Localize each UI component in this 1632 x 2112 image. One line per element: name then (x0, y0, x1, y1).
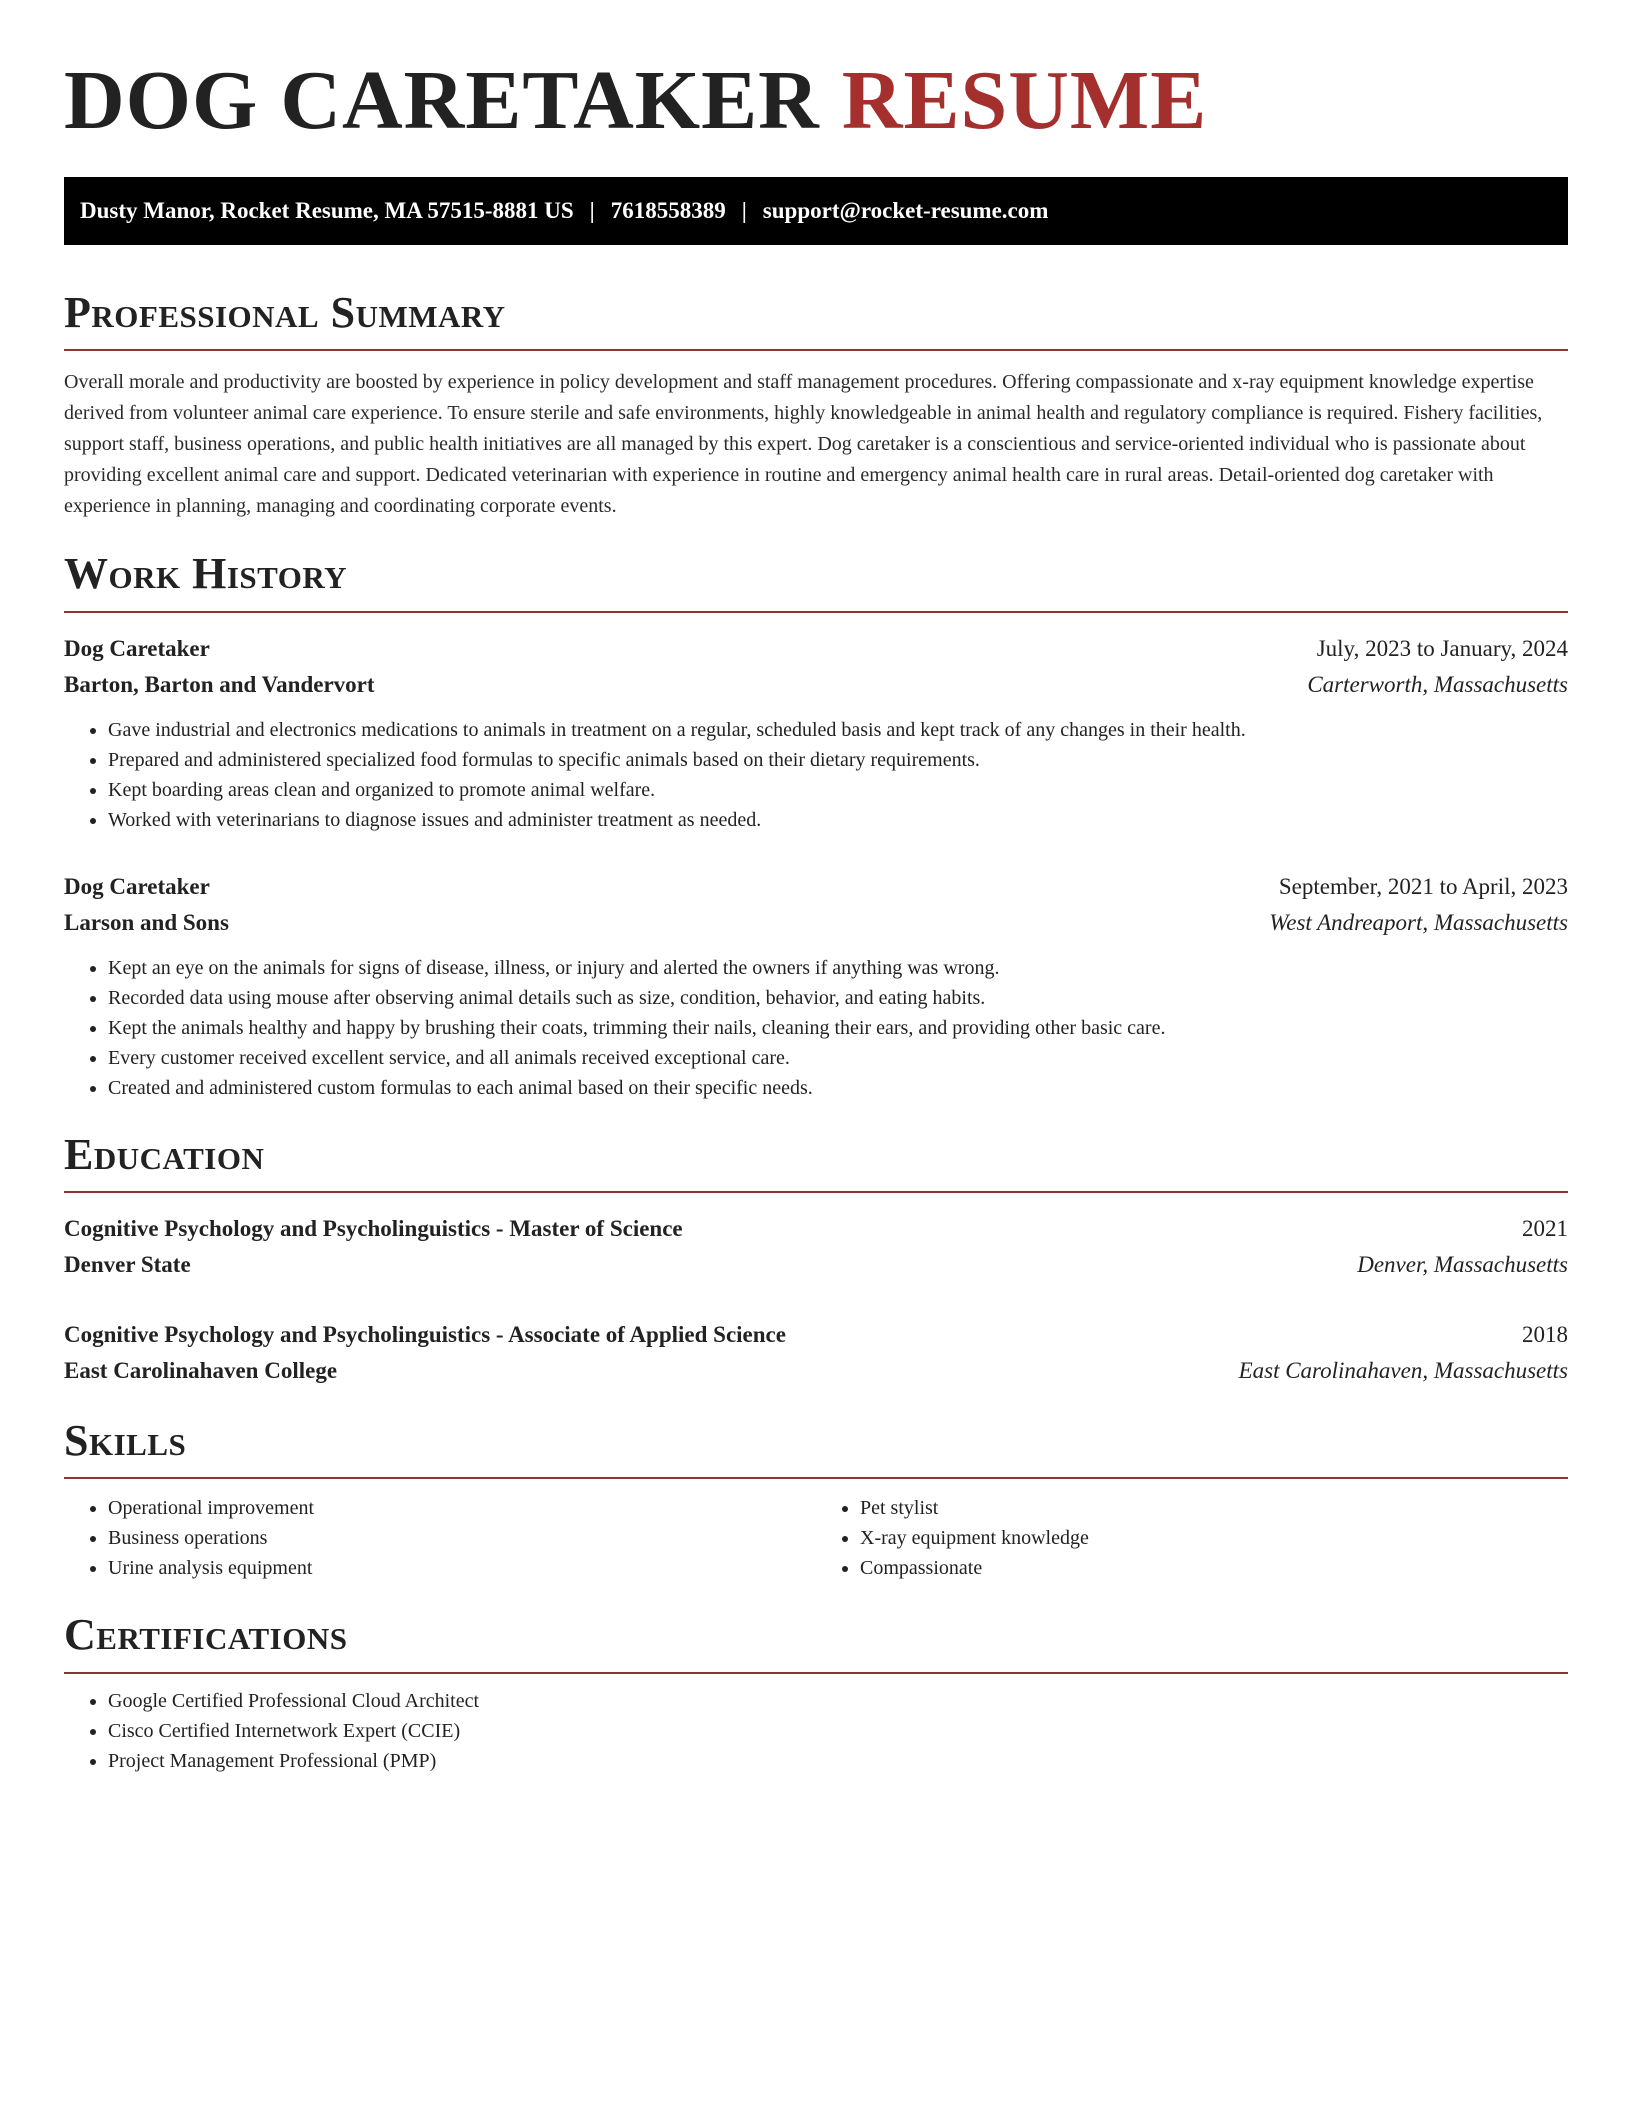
school-name: Denver State (64, 1251, 191, 1277)
education-section (64, 1131, 1568, 1389)
contact-separator: | (741, 197, 747, 223)
work-history-heading: Work History (64, 550, 1568, 612)
work-history-section (64, 550, 1568, 1102)
company-row (64, 905, 1568, 941)
degree-row (64, 1211, 1568, 1247)
list-item: • Google Certified Professional Cloud Architect (108, 1686, 1568, 1716)
school-row (64, 1247, 1568, 1283)
education-entry (64, 1317, 1568, 1389)
certifications-section (64, 1611, 1568, 1775)
list-item: • Urine analysis equipment (108, 1553, 816, 1583)
list-item: • Kept the animals healthy and happy by brushing their coats, trimming their nails, cleaning their ears, and providing other basic care. (108, 1013, 1568, 1043)
contact-phone: 7618558389 (610, 197, 726, 223)
degree-row (64, 1317, 1568, 1353)
list-item: • X-ray equipment knowledge (860, 1523, 1568, 1553)
title-accent: RESUME (841, 54, 1208, 147)
contact-bar (64, 177, 1568, 245)
job-dates: September, 2021 to April, 2023 (1278, 873, 1568, 899)
list-item: • Business operations (108, 1523, 816, 1553)
contact-email: support@rocket-resume.com (762, 197, 1049, 223)
job-company: Larson and Sons (64, 909, 229, 935)
summary-text: Overall morale and productivity are boosted by experience in policy development and staff management procedures. Offering compassionate and x-ray equipment knowledge expertise derived from volunteer animal care experience. To ensure sterile and safe environments, highly knowledgeable in animal health and regulatory compliance is required. Fishery facilities, support staff, business operations, and public health initiatives are all managed by this expert. Dog caretaker is a conscientious and service-oriented individual who is passionate about providing excellent animal care and support. Dedicated veterinarian with experience in routine and emergency animal health care in rural areas. Detail-oriented dog caretaker with experience in planning, managing and coordinating corporate events. (64, 371, 1543, 518)
education-entry (64, 1211, 1568, 1283)
summary-heading: Professional Summary (64, 289, 1568, 351)
contact-separator: | (589, 197, 595, 223)
degree-year: 2021 (1522, 1215, 1568, 1241)
certifications-heading: Certifications (64, 1611, 1568, 1673)
skills-list-right (816, 1493, 1568, 1583)
education-heading: Education (64, 1131, 1568, 1193)
title-main: DOG CARETAKER (64, 54, 820, 147)
school-name: East Carolinahaven College (64, 1357, 338, 1383)
job-dates: July, 2023 to January, 2024 (1316, 635, 1568, 661)
list-item: • Recorded data using mouse after observing animal details such as size, condition, behavior, and eating habits. (108, 983, 1568, 1013)
skills-section (64, 1417, 1568, 1583)
job-row (64, 631, 1568, 667)
certifications-list (64, 1686, 1568, 1776)
list-item: • Created and administered custom formulas to each animal based on their specific needs. (108, 1073, 1568, 1103)
page-title (64, 56, 1568, 147)
list-item: • Every customer received excellent service, and all animals received exceptional care. (108, 1043, 1568, 1073)
list-item: • Prepared and administered specialized food formulas to specific animals based on their dietary requirements. (108, 745, 1568, 775)
job-title: Dog Caretaker (64, 635, 210, 661)
list-item: • Project Management Professional (PMP) (108, 1746, 1568, 1776)
job-entry (64, 631, 1568, 835)
job-bullets (64, 953, 1568, 1103)
degree-name: Cognitive Psychology and Psycholinguistics - Master of Science (64, 1215, 683, 1241)
school-row (64, 1353, 1568, 1389)
job-title: Dog Caretaker (64, 873, 210, 899)
job-bullets (64, 715, 1568, 835)
list-item: • Gave industrial and electronics medications to animals in treatment on a regular, scheduled basis and kept track of any changes in their health. (108, 715, 1568, 745)
school-location: East Carolinahaven, Massachusetts (1238, 1357, 1568, 1383)
list-item: • Worked with veterinarians to diagnose issues and administer treatment as needed. (108, 805, 1568, 835)
skills-list-left (64, 1493, 816, 1583)
company-row (64, 667, 1568, 703)
list-item: • Compassionate (860, 1553, 1568, 1583)
job-company: Barton, Barton and Vandervort (64, 671, 375, 697)
list-item: • Kept an eye on the animals for signs of disease, illness, or injury and alerted the owners if anything was wrong. (108, 953, 1568, 983)
job-row (64, 869, 1568, 905)
job-entry (64, 869, 1568, 1103)
list-item: • Pet stylist (860, 1493, 1568, 1523)
school-location: Denver, Massachusetts (1357, 1251, 1568, 1277)
skills-heading: Skills (64, 1417, 1568, 1479)
summary-section (64, 289, 1568, 522)
list-item: • Cisco Certified Internetwork Expert (CCIE) (108, 1716, 1568, 1746)
contact-address: Dusty Manor, Rocket Resume, MA 57515-8881 US (80, 197, 574, 223)
job-location: West Andreaport, Massachusetts (1269, 909, 1568, 935)
degree-year: 2018 (1522, 1321, 1568, 1347)
list-item: • Kept boarding areas clean and organized to promote animal welfare. (108, 775, 1568, 805)
skills-columns (64, 1493, 1568, 1583)
degree-name: Cognitive Psychology and Psycholinguistics - Associate of Applied Science (64, 1321, 786, 1347)
job-location: Carterworth, Massachusetts (1307, 671, 1568, 697)
list-item: • Operational improvement (108, 1493, 816, 1523)
